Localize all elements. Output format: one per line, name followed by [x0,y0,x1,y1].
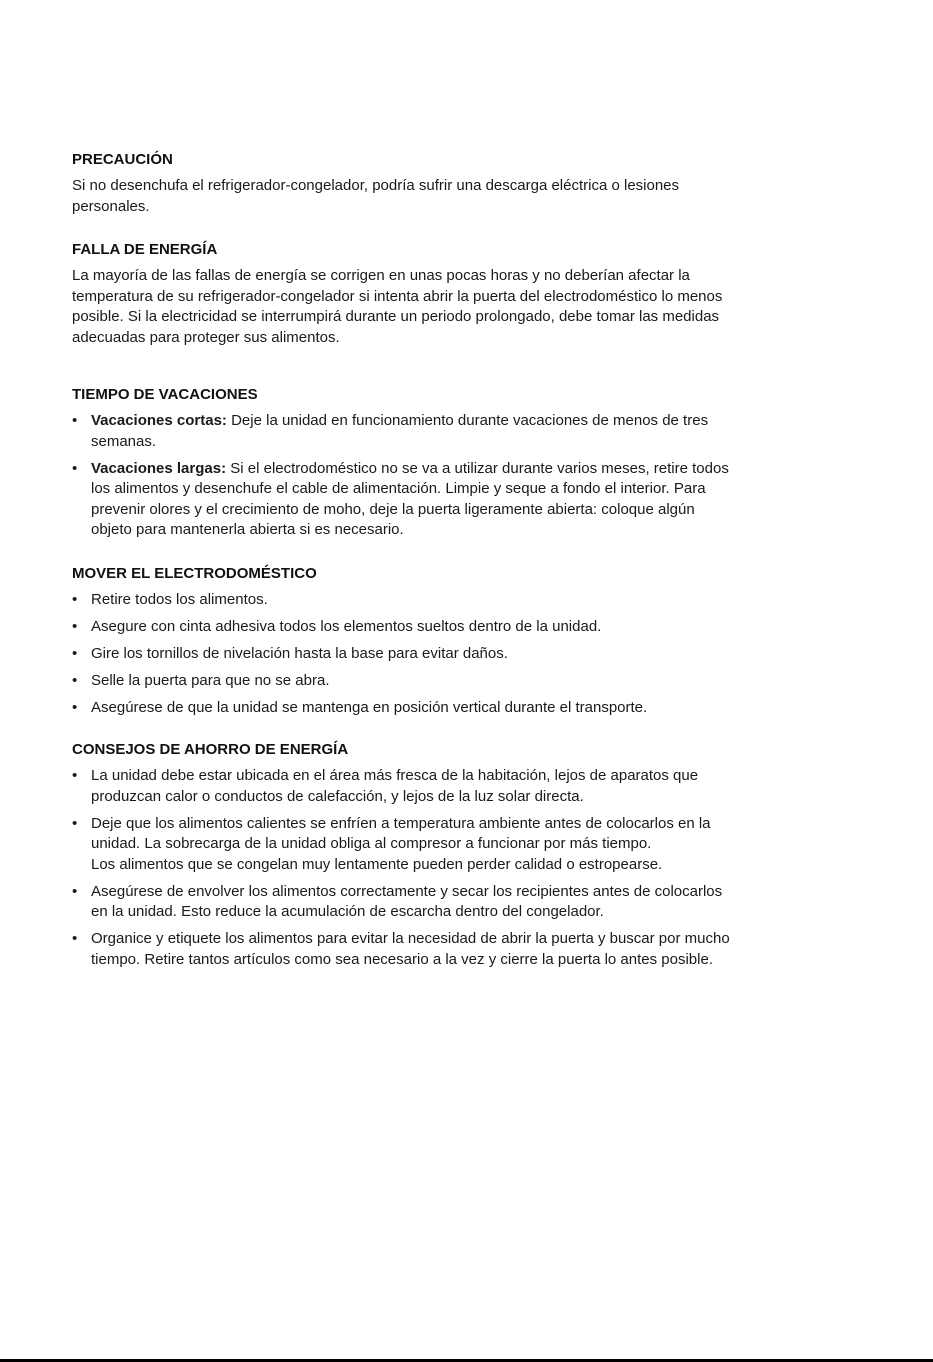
bullet-icon: • [72,644,78,662]
list-item-text: Si el electrodoméstico no se va a utilizar durante varios meses, retire todos [226,459,729,477]
bullet-icon: • [72,590,78,608]
bullet-icon: • [72,412,78,429]
text-line: unidad. La sobrecarga de la unidad obliga al compresor a funcionar por más tiempo. [91,835,652,852]
text-line: Si no desenchufa el refrigerador-congelador, podría sufrir una descarga eléctrica o lesiones [72,177,680,194]
text-line: Organice y etiquete los alimentos para evitar la necesidad de abrir la puerta y buscar por mucho [91,930,730,947]
list-item [72,766,867,807]
text-line: La mayoría de las fallas de energía se corrigen en unas pocas horas y no deberían afectar la [72,267,690,284]
document-page [72,150,867,970]
text-line: Selle la puerta para que no se abra. [91,671,330,689]
list-item [72,698,867,719]
list-item [72,617,867,638]
section-consejos-de-ahorro [72,740,867,970]
text-line: los alimentos y desenchufe el cable de alimentación. Limpie y seque a fondo el interior. Para [91,480,706,497]
bullet-icon: • [72,671,78,689]
section-heading: MOVER EL ELECTRODOMÉSTICO [72,564,317,582]
text-line [91,411,867,432]
text-line: produzcan calor o conductos de calefacción, y lejos de la luz solar directa. [91,787,584,805]
text-line: adecuadas para proteger sus alimentos. [72,328,340,346]
list-item [72,644,867,665]
section-paragraph [72,176,867,217]
list-item-text: Deje la unidad en funcionamiento durante vacaciones de menos de tres [226,412,709,429]
list-item [72,814,867,876]
section-heading: FALLA DE ENERGÍA [72,241,218,258]
bullet-icon: • [72,459,78,477]
text-line: temperatura de su refrigerador-congelador si intenta abrir la puerta del electrodoméstico lo menos [72,287,723,305]
text-line [91,459,867,480]
bullet-icon: • [72,814,78,832]
text-line: Asegúrese de envolver los alimentos correctamente y secar los recipientes antes de colocarlos [91,882,723,900]
section-heading: PRECAUCIÓN [72,151,173,168]
list-item [72,459,867,541]
text-line: personales. [72,197,150,215]
bullet-list [72,411,867,541]
section-falla-de-energia [72,240,867,348]
bullet-icon: • [72,930,78,947]
bullet-icon: • [72,698,78,716]
section-tiempo-de-vacaciones [72,385,867,541]
text-line: semanas. [91,432,157,450]
text-line: Retire todos los alimentos. [91,590,268,608]
list-item [72,411,867,452]
text-line: Los alimentos que se congelan muy lentamente pueden perder calidad o estropearse. [91,855,663,873]
text-line: posible. Si la electricidad se interrumpirá durante un periodo prolongado, debe tomar las medidas [72,308,720,325]
text-line: en la unidad. Esto reduce la acumulación de escarcha dentro del congelador. [91,903,604,920]
bullet-icon: • [72,767,78,784]
text-line: Deje que los alimentos calientes se enfríen a temperatura ambiente antes de colocarlos en la [91,814,711,832]
bullet-list [72,766,867,970]
list-item-term: Vacaciones cortas: [91,412,227,429]
section-precaucion [72,150,867,217]
list-item [72,671,867,692]
list-item [72,590,867,611]
text-line: prevenir olores y el crecimiento de moho, deje la puerta ligeramente abierta: coloque algún [91,500,695,518]
section-mover-el-electrodomestico [72,564,867,719]
text-line: Asegure con cinta adhesiva todos los elementos sueltos dentro de la unidad. [91,617,602,635]
section-heading: TIEMPO DE VACACIONES [72,386,258,403]
section-heading: CONSEJOS DE AHORRO DE ENERGÍA [72,741,349,758]
bullet-icon: • [72,882,78,900]
bullet-list [72,590,867,719]
bullet-icon: • [72,617,78,635]
list-item-term: Vacaciones largas: [91,459,227,477]
text-line: objeto para mantenerla abierta si es necesario. [91,521,404,538]
list-item [72,929,867,970]
text-line: Asegúrese de que la unidad se mantenga en posición vertical durante el transporte. [91,698,648,716]
section-paragraph [72,266,867,348]
text-line: tiempo. Retire tantos artículos como sea necesario a la vez y cierre la puerta lo antes posible. [91,950,713,968]
text-line: Gire los tornillos de nivelación hasta la base para evitar daños. [91,644,508,662]
text-line: La unidad debe estar ubicada en el área más fresca de la habitación, lejos de aparatos que [91,767,699,784]
list-item [72,882,867,923]
